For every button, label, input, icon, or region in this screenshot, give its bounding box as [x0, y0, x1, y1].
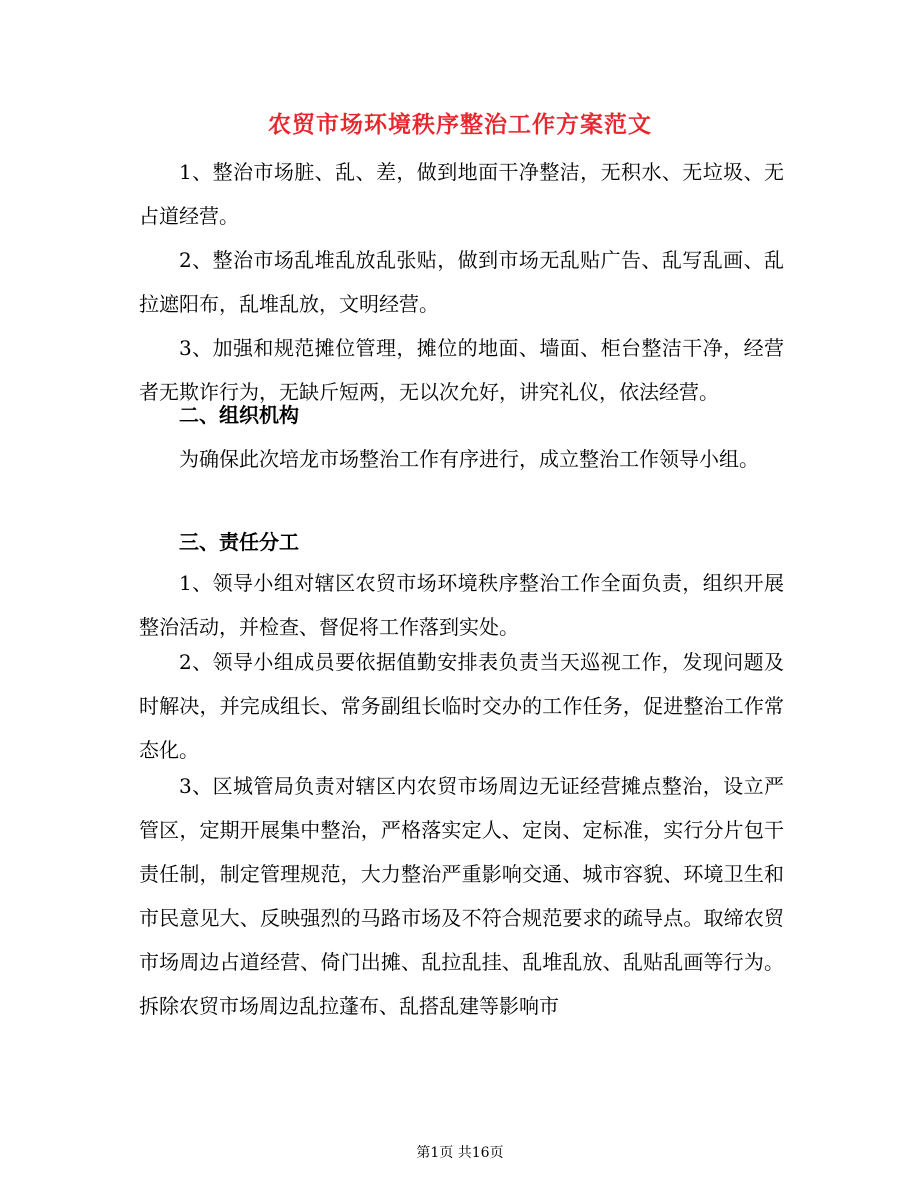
paragraph-7: 3、区城管局负责对辖区内农贸市场周边无证经营摊点整治，设立严管区，定期开展集中整治，严格落实定人、定岗、定标准，实行分片包干责任制，制定管理规范，大力整治严重影响交通、城市容貌、环境卫生和市民意见大、反映强烈的马路市场及不符合规范要求的疏导点。取缔农贸市场周边占道经营、倚门出摊、乱拉乱挂、乱堆乱放、乱贴乱画等行为。拆除农贸市场周边乱拉蓬布、乱搭乱建等影响市 — [139, 774, 784, 1018]
section-heading-organization: 二、组织机构 — [179, 403, 299, 427]
paragraph-3: 3、加强和规范摊位管理，摊位的地面、墙面、柜台整洁干净，经营者无欺诈行为，无缺斤短两，无以次允好，讲究礼仪，依法经营。 — [139, 336, 784, 404]
document-title: 农贸市场环境秩序整治工作方案范文 — [268, 111, 652, 138]
paragraph-4: 为确保此次培龙市场整治工作有序进行，成立整治工作领导小组。 — [179, 447, 759, 471]
section-heading-responsibility: 三、责任分工 — [179, 530, 299, 554]
paragraph-6: 2、领导小组成员要依据值勤安排表负责当天巡视工作，发现问题及时解决，并完成组长、常务副组长临时交办的工作任务，促进整治工作常态化。 — [139, 650, 784, 762]
paragraph-2: 2、整治市场乱堆乱放乱张贴，做到市场无乱贴广告、乱写乱画、乱拉遮阳布，乱堆乱放，文明经营。 — [139, 248, 784, 316]
paragraph-1: 1、整治市场脏、乱、差，做到地面干净整洁，无积水、无垃圾、无占道经营。 — [139, 160, 784, 228]
page-number: 第1页 共16页 — [416, 1145, 504, 1161]
paragraph-5: 1、领导小组对辖区农贸市场环境秩序整治工作全面负责，组织开展整治活动，并检查、督促将工作落到实处。 — [139, 571, 784, 639]
